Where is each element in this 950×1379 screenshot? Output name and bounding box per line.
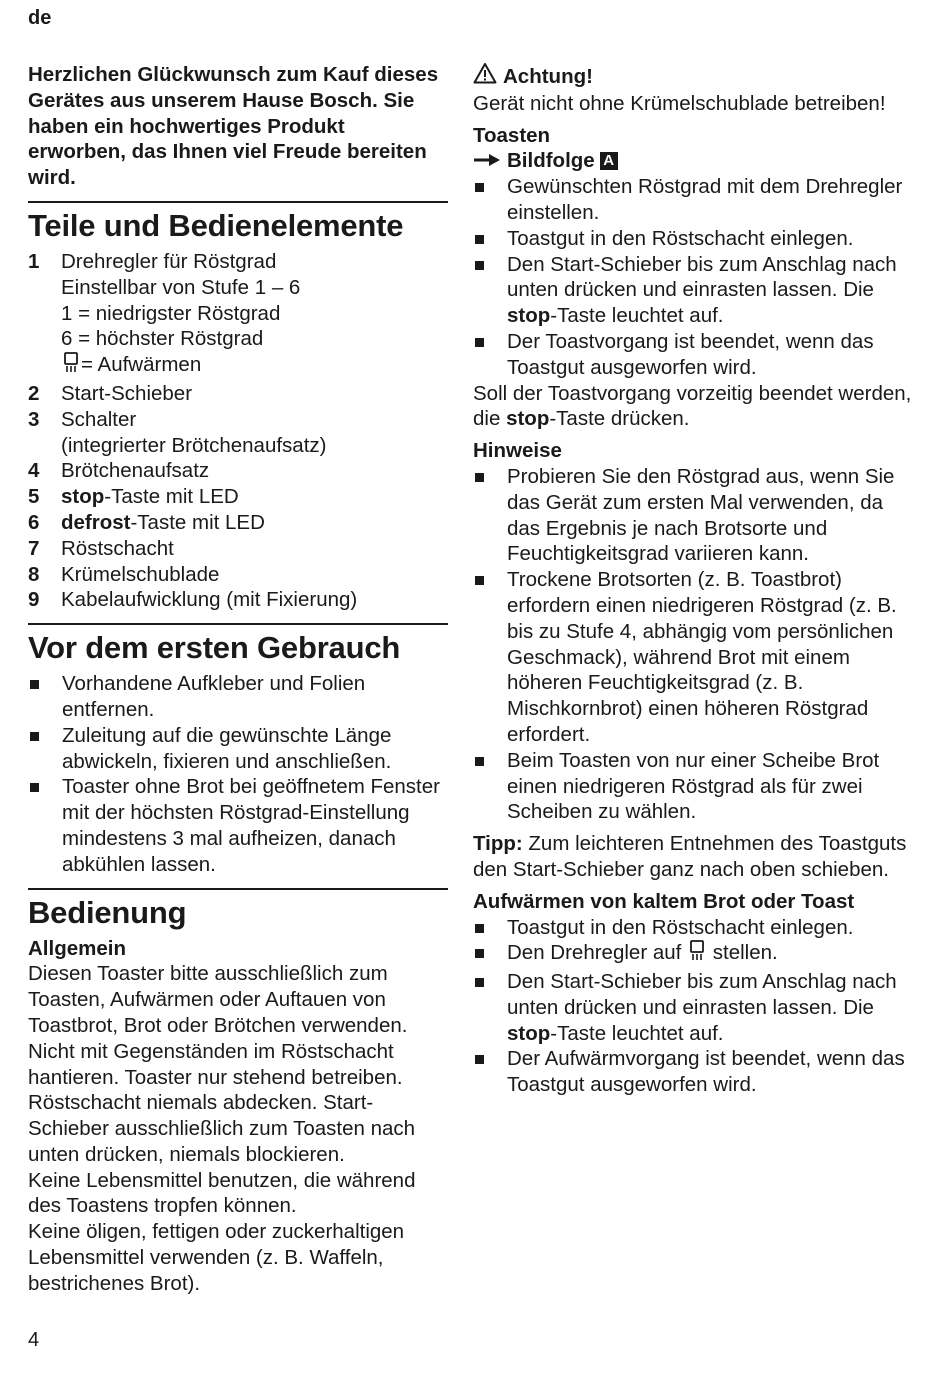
general-paragraph: Keine öligen, fettigen oder zuckerhaltigen Lebensmittel verwenden (z. B. Waffeln, bestrichenes Brot). [28,1220,405,1295]
warming-heading: Aufwärmen von kaltem Brot oder Toast [473,889,855,913]
warming-rack-icon [63,352,79,381]
list-item: 6 defrost-Taste mit LED [28,510,265,534]
bullet-icon [28,671,62,723]
operation-heading: Bedienung [28,894,187,930]
warning-text: Gerät nicht ohne Krümelschublade betreiben! [473,91,886,115]
hints-heading: Hinweise [473,439,562,463]
list-item: 4 Brötchenaufsatz [28,459,210,483]
toasting-cancel-text: Soll der Toastvorgang vorzeitig beendet werden, die stop-Taste drücken. [473,381,912,431]
hints-list [473,464,913,825]
bullet-icon [473,969,507,1046]
general-paragraph: Keine Lebensmittel benutzen, die während des Toastens tropfen können. [28,1168,416,1218]
list-item: 8 Krümelschublade [28,562,220,586]
list-item: Trockene Brotsorten (z. B. Toastbrot) erfordern einen niedrigeren Röstgrad (z. B. bis zu Stufe 4, abhängig vom persönlichen Geschmack), während Brot mit einem höheren Feuchtigkeitsgrad (z. B. Mischkornbrot) einen höheren Röstgrad erfordert. [473,567,913,748]
section-divider [28,201,448,203]
list-item: 7 Röstschacht [28,536,174,560]
parts-list [28,249,448,613]
bullet-icon [28,723,62,775]
right-column [473,62,913,1098]
list-item: Toaster ohne Brot bei geöffnetem Fenster mit der höchsten Röstgrad-Einstellung mindestens 3 mal aufheizen, danach abkühlen lassen. [28,774,448,877]
arrow-right-icon [473,148,507,174]
bullet-icon [473,567,507,748]
bullet-icon [473,226,507,252]
figure-reference: Bildfolge A [473,148,913,174]
bullet-icon [473,329,507,381]
figure-letter-box: A [600,152,618,170]
first-use-list [28,671,448,877]
section-divider [28,623,448,625]
bullet-icon [473,252,507,329]
list-item: 3 Schalter (integrierter Brötchenaufsatz) [28,407,327,457]
intro-text: Herzlichen Glückwunsch zum Kauf dieses Gerätes aus unserem Hause Bosch. Sie haben ein hochwertiges Produkt erworben, das Ihnen viel Freude bereiten wird. [28,63,439,190]
list-item: Beim Toasten von nur einer Scheibe Brot einen niedrigeren Röstgrad als für zwei Scheiben zu wählen. [473,748,913,825]
page-number: 4 [28,1329,40,1351]
list-item: Den Start-Schieber bis zum Anschlag nach unten drücken und einrasten lassen. Die stop-Taste leuchtet auf. [473,252,913,329]
list-item: 2 Start-Schieber [28,381,193,405]
list-item: Vorhandene Aufkleber und Folien entfernen. [28,671,448,723]
list-item: Gewünschten Röstgrad mit dem Drehregler einstellen. [473,174,913,226]
language-label: de [28,7,52,29]
warning-title: Achtung! [473,62,913,91]
list-item: Den Drehregler auf stellen. [473,940,913,969]
first-use-heading: Vor dem ersten Gebrauch [28,630,401,666]
bullet-icon [473,1046,507,1098]
bullet-icon [473,940,507,969]
left-column [28,62,448,1297]
list-item: Probieren Sie den Röstgrad aus, wenn Sie das Gerät zum ersten Mal verwenden, da das Ergebnis je nach Brotsorte und Feuchtigkeitsgrad variieren kann. [473,464,913,567]
bullet-icon [473,915,507,941]
list-item: 5 stop-Taste mit LED [28,485,239,509]
section-divider [28,888,448,890]
toasting-heading: Toasten [473,123,551,147]
warning-triangle-icon [473,62,497,91]
list-item: 1 Drehregler für Röstgrad Einstellbar von Stufe 1 – 6 1 = niedrigster Röstgrad 6 = höchster Röstgrad = Aufwärmen [28,249,448,381]
bullet-icon [473,748,507,825]
list-item: Den Start-Schieber bis zum Anschlag nach unten drücken und einrasten lassen. Die stop-Taste leuchtet auf. [473,969,913,1046]
parts-heading: Teile und Bedienelemente [28,207,404,243]
general-paragraph: Diesen Toaster bitte ausschließlich zum Toasten, Aufwärmen oder Auftauen von Toastbrot, Brot oder Brötchen verwenden. Nicht mit Gegenständen im Röstschacht hantieren. Toaster nur stehend betreiben. Röstschacht niemals abdecken. Start-Schieber ausschließlich zum Toasten nach unten drücken, niemals blockieren. [28,962,416,1166]
bullet-icon [473,174,507,226]
tip-text: Tipp: Zum leichteren Entnehmen des Toastguts den Start-Schieber ganz nach oben schieben. [473,832,907,881]
general-subheading: Allgemein [28,936,126,960]
bullet-icon [473,464,507,567]
list-item: Der Aufwärmvorgang ist beendet, wenn das Toastgut ausgeworfen wird. [473,1046,913,1098]
list-item: 9 Kabelaufwicklung (mit Fixierung) [28,588,358,612]
list-item: Zuleitung auf die gewünschte Länge abwickeln, fixieren und anschließen. [28,723,448,775]
warming-rack-icon [689,940,705,969]
warming-list [473,915,913,1099]
toasting-list [473,174,913,380]
list-item: Toastgut in den Röstschacht einlegen. [473,915,913,941]
list-item: Der Toastvorgang ist beendet, wenn das Toastgut ausgeworfen wird. [473,329,913,381]
bullet-icon [28,774,62,877]
list-item: Toastgut in den Röstschacht einlegen. [473,226,913,252]
